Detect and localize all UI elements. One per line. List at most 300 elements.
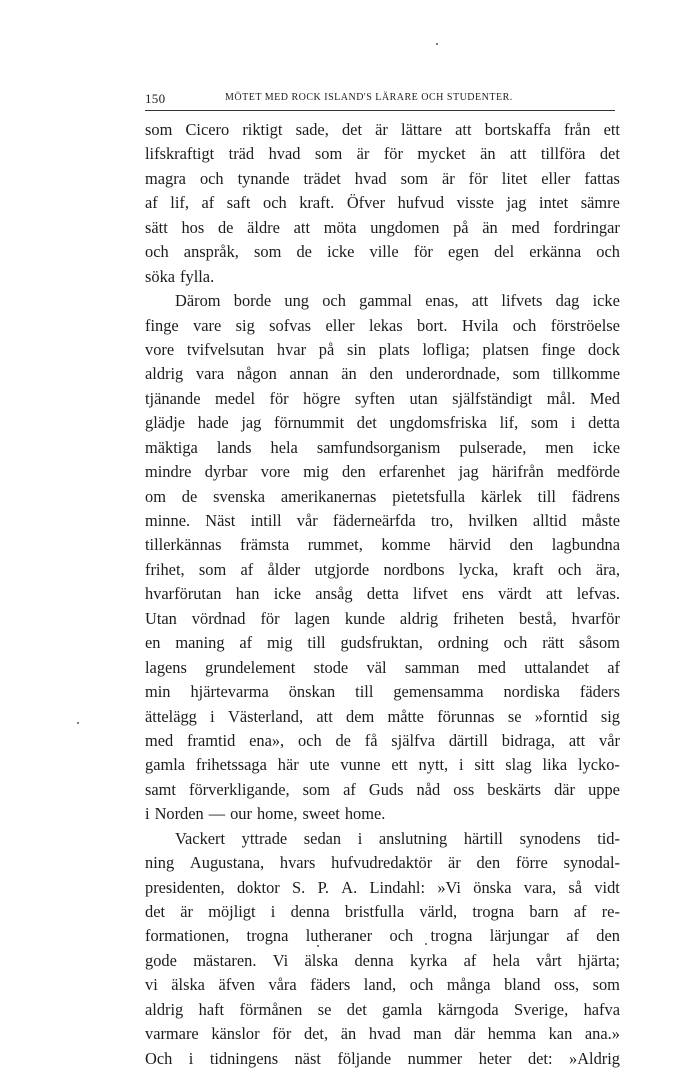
running-head-title: MÖTET MED ROCK ISLAND'S LÄRARE OCH STUDENTER. [225,92,513,103]
word: vore [260,462,290,482]
word: ungdomsfriska [389,413,487,433]
word: högre [303,388,341,408]
word: den [369,364,394,384]
word: bortskaffa [484,120,551,139]
word: Guds [368,779,404,799]
word: i [357,828,363,848]
word: underordnade, [405,364,500,384]
word: att [546,584,563,604]
word: af [201,193,215,213]
word: Näst [205,511,236,530]
word: fordringar [553,217,620,237]
word: Lindahl: [369,877,426,897]
word: oss [453,779,475,799]
word: härvid [449,535,491,555]
word: trogna [246,926,289,946]
word: gamla [145,755,186,775]
word: ett [603,120,620,139]
word: dem [346,706,375,726]
word: någon [236,364,277,384]
word: sedan [303,828,342,848]
word: gode [145,950,177,970]
word: att [316,706,333,726]
word: eller [325,315,355,335]
word: det [145,902,166,921]
word: A. [341,877,358,897]
word: på [453,217,469,237]
word: fädrens [571,486,620,506]
word: i [210,706,215,726]
text-line [145,949,620,973]
word: heter [478,1048,512,1068]
word: icke [592,437,620,457]
word: lycko- [577,755,620,775]
word: tid- [597,828,620,848]
word: till [537,486,556,506]
word: fäderneärfda [332,511,416,530]
word: det [599,144,620,164]
word: förverkligande, [189,779,290,799]
word: vunne [340,755,381,775]
word: och [596,242,620,262]
word: samt [145,779,176,799]
word: lycka, [458,559,499,579]
word: och [389,926,414,946]
word: mästaren. [193,950,257,970]
word: pulserade, [459,437,527,457]
word: af [145,193,158,213]
word: följande [337,1048,392,1068]
word: och [199,168,224,188]
word: Hvila [461,315,499,335]
paper-speck [425,943,427,945]
text-line [145,533,620,557]
word: hufvud [397,193,445,213]
word: bristfulla [344,902,405,921]
word: icke [592,291,620,311]
word: en [145,633,161,653]
word: hvarförutan [145,584,222,604]
word: förre [515,853,548,873]
word: hela [270,437,298,457]
word: »forntid [534,706,588,726]
word: lif, [170,193,189,213]
word: det [346,999,367,1019]
word: tillerkännas [145,535,222,555]
word: af [463,950,477,970]
text-line [145,362,620,386]
word: erkänna [529,242,582,262]
word: Med [589,388,620,408]
word: än [341,364,357,384]
word: ville [369,242,399,262]
text-line [145,191,620,215]
word: sig [235,315,255,335]
word: af [239,633,253,653]
word: frihetssaga [195,755,267,775]
word: fäders [310,975,351,995]
word: att [293,217,310,237]
text-line [145,509,620,533]
word: finge [541,339,576,359]
word: ansåg [315,584,353,604]
word: stode [313,657,349,677]
paper-speck [436,43,438,45]
word: såsom [578,633,620,653]
word: förnummit [274,413,345,433]
word: om [145,486,166,506]
word: på [318,339,335,359]
word: bland [504,975,541,995]
word: äfven [218,975,255,995]
word: lifskraftigt [145,144,215,164]
word: synodens [519,828,581,848]
word: kyrka [409,950,448,970]
word: kunde [344,608,385,628]
word: de [181,486,198,506]
word: mig [303,462,329,482]
word: vidt [594,877,620,897]
word: för [260,608,280,628]
word: Öfver [346,193,386,213]
word: sofvas [269,315,312,335]
text-line [145,631,620,655]
word: lagen [294,608,330,628]
text-line [145,680,620,704]
text-line [145,582,620,606]
word: lärjungar [489,926,549,946]
word: de [217,217,234,237]
word: haft [198,999,225,1019]
word: home, [256,804,298,824]
word: sig [600,706,620,726]
word: utan [409,388,438,408]
word: måtte [387,706,424,726]
word: kraft [512,559,544,579]
word: doktor [236,877,280,897]
word: som [592,975,620,995]
text-line [145,289,620,313]
word: anspråk, [183,242,239,262]
word: tidningens [209,1048,279,1068]
word: glädje [145,413,186,433]
word: tillföra [540,144,586,164]
word: Därom [175,291,221,311]
text-line [145,973,620,997]
text-line [145,827,620,851]
word: är [180,902,193,921]
word: ett [391,755,408,775]
word: och [503,633,528,653]
word: »Vi [437,877,461,897]
word: hos [181,217,205,237]
word: varmare [145,1024,199,1044]
word: vara, [523,877,557,897]
word: till [307,633,326,653]
word: förströelse [550,315,620,335]
word: för [269,388,289,408]
word: hafva [583,999,620,1019]
word: hemma [487,1024,536,1044]
word: lifvet [413,584,448,604]
word: bestå, [518,608,557,628]
word: P. [317,877,329,897]
word: ens [461,584,484,604]
word: yttrade [241,828,288,848]
word: framtid [187,730,236,750]
word: möjligt [208,902,256,921]
word: med [477,657,506,677]
word: lekas [368,315,403,335]
word: väl [366,657,387,677]
text-line [145,411,620,435]
word: vare [193,315,222,335]
word: lagbundna [551,535,620,555]
text-line [145,436,620,460]
word: mig [267,633,293,653]
word: därtill [448,730,488,750]
word: vårt [536,950,562,970]
body-text [145,118,620,1071]
word: home. [344,804,386,824]
word: finge [145,315,179,335]
text-line [145,753,620,777]
word: tro, [430,511,454,530]
word: härtill [463,828,503,848]
word: hjärtevarma [190,682,269,702]
word: värdt [498,584,532,604]
word: visste [456,193,494,213]
word: att [568,730,586,750]
word: är [375,120,388,139]
word: eller [541,168,571,188]
word: icke [273,584,302,604]
word: re- [601,902,620,921]
word: äldre [247,217,280,237]
text-line [145,1047,620,1071]
word: ättelägg [145,706,197,726]
word: jag [506,193,527,213]
word: Cicero [185,120,230,139]
word: af [607,657,620,677]
word: de [296,242,312,262]
word: han [235,584,260,604]
word: hvilken [468,511,518,530]
word: mål. [546,388,576,408]
word: sitt [474,755,495,775]
word: intill [250,511,282,530]
word: Augustana, [189,853,265,873]
word: Sverige, [514,999,569,1019]
word: trädet [303,168,341,188]
word: hvar [276,339,307,359]
word: ung [284,291,309,311]
word: så [568,877,583,897]
word: och [409,975,434,995]
word: riktigt [242,120,283,139]
word: de [335,730,351,750]
text-line [145,338,620,362]
word: Och [145,1048,173,1068]
text-line [145,240,620,264]
word: än [340,1024,357,1044]
word: än [480,144,496,164]
word: gamla [382,999,423,1019]
word: främsta [240,535,290,555]
word: hvad [354,168,387,188]
word: se [507,706,522,726]
word: och [322,291,346,311]
word: bort. [417,315,448,335]
text-line [145,705,620,729]
word: denna [290,902,330,921]
word: enas, [425,291,459,311]
word: Västerland, [227,706,304,726]
word: som [145,120,173,139]
word: hela [492,950,520,970]
word: denna [354,950,394,970]
word: hvarför [571,608,620,628]
text-line [145,216,620,240]
word: lagens [145,657,187,677]
word: barn [529,902,559,921]
text-line [145,167,620,191]
word: själfva [391,730,435,750]
word: detta [588,413,620,433]
text-line [145,998,620,1022]
word: hvars [279,853,316,873]
word: att [509,144,527,164]
word: del [494,242,515,262]
word: hvad [368,1024,401,1044]
word: af [573,902,587,921]
word: i [270,902,276,921]
word: den [476,853,501,873]
word: slag [505,755,532,775]
word: erfarenhet [378,462,446,482]
word: hvad [268,144,301,164]
word: litet [501,168,528,188]
word: synodal- [563,853,620,873]
word: sade, [295,120,329,139]
text-line [145,656,620,680]
word: för [383,144,403,164]
word: tjänande [145,388,201,408]
word: Vackert [175,828,226,848]
word: sätt [145,217,168,237]
word: det, [303,1024,329,1044]
word: möta [323,217,357,237]
word: intet [539,193,569,213]
paper-speck [317,945,319,947]
word: medel [215,388,256,408]
word: ena», [249,730,285,750]
header-rule [145,110,615,111]
word: Vi [272,950,289,970]
word: kärlek [480,486,522,506]
word: platsen [482,339,529,359]
word: hjärta; [578,950,620,970]
word: se [317,999,332,1019]
text-line [145,729,620,753]
word: och [297,730,322,750]
word: plats [378,339,410,359]
word: land, [363,975,397,995]
text-line [145,314,620,338]
word: — [208,804,226,824]
text-line [145,1022,620,1046]
word: ning [145,853,175,873]
word: anslutning [378,828,448,848]
word: den [509,535,534,555]
word: många [446,975,491,995]
text-line [145,851,620,875]
word: lutheraner [305,926,373,946]
word: aldrig [145,364,184,384]
word: vore [145,339,175,359]
word: älska [304,950,339,970]
word: our [230,804,252,824]
word: i [459,755,464,775]
word: från [564,120,591,139]
word: sämre [580,193,620,213]
word: det [341,120,362,139]
text-line [145,460,620,484]
word: Utan [145,608,177,628]
word: nordbons [383,559,445,579]
word: af [343,779,356,799]
word: S. [292,877,306,897]
word: uttalandet [524,657,589,677]
word: mycket [417,144,466,164]
word: mindre [145,462,192,482]
text-line [145,485,620,509]
word: vördnad [191,608,246,628]
word: detta [366,584,399,604]
word: maning [175,633,225,653]
word: vår [296,511,318,530]
word: aldrig [399,608,439,628]
word: tillkomme [552,364,620,384]
word: träd [228,144,255,164]
word: som [530,413,559,433]
word: men [545,437,574,457]
word: och [557,559,582,579]
word: vi [145,975,158,995]
word: minne. [145,511,191,530]
word: att [455,120,472,139]
word: af [240,559,254,579]
word: ungdomen [370,217,440,237]
word: annan [289,364,329,384]
word: man [413,1024,442,1044]
word: önskan [288,682,336,702]
text-line [145,142,620,166]
word: önska [473,877,512,897]
word: bidraga, [501,730,556,750]
word: i [570,413,576,433]
word: gammal [359,291,412,311]
word: ordning [437,633,489,653]
word: ana.» [584,1024,620,1044]
word: med [145,730,174,750]
word: nytt, [418,755,449,775]
word: det: [527,1048,553,1068]
word: samman [404,657,460,677]
word: friheten [453,608,505,628]
word: ålder [267,559,301,579]
word: dock [588,339,620,359]
